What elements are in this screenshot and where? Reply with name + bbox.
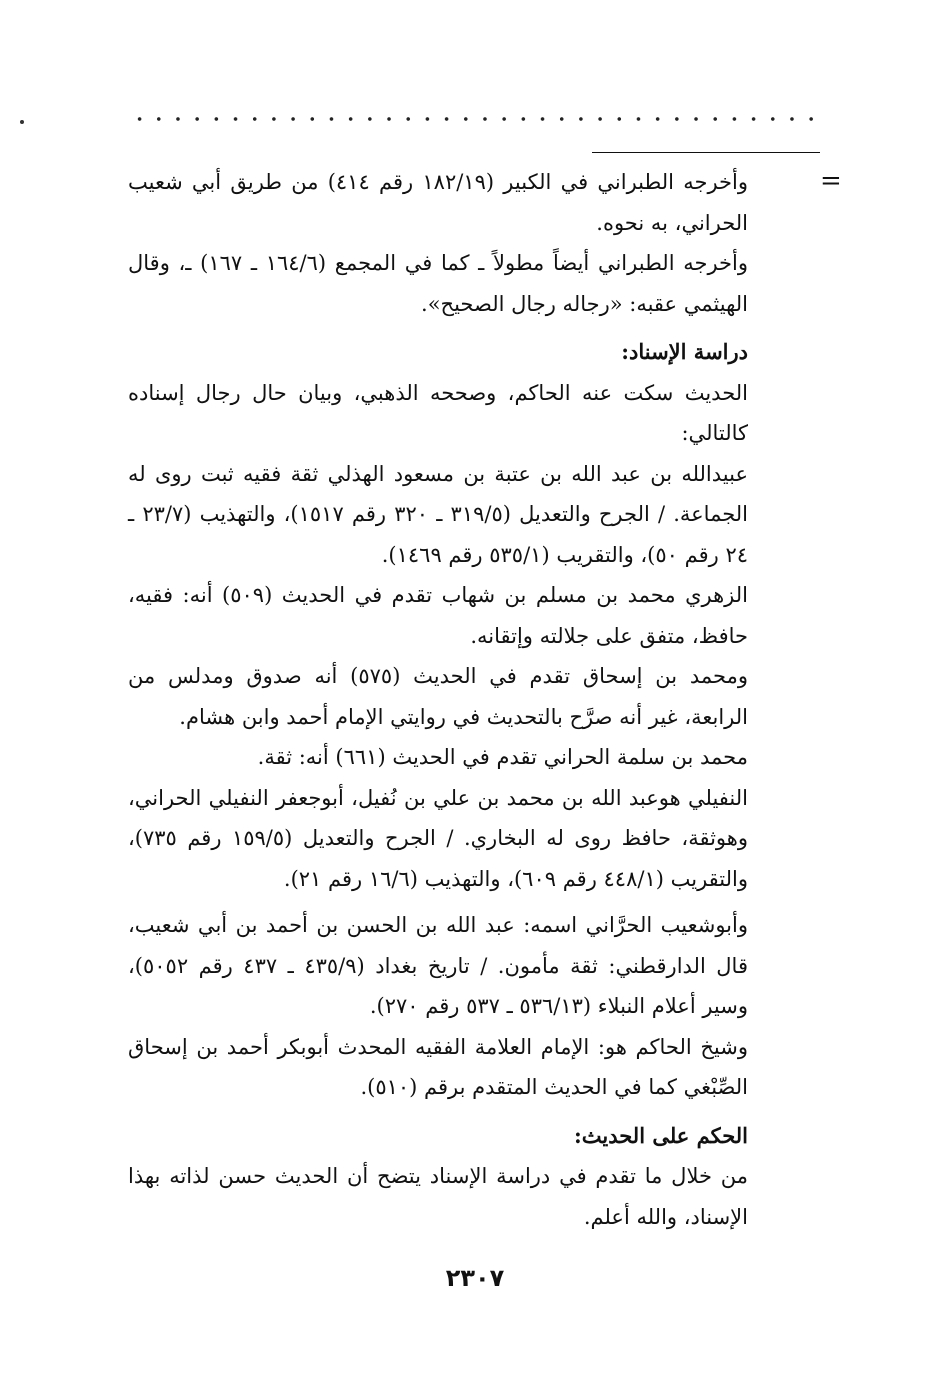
paragraph-ibn-ishaq: ومحمد بن إسحاق تقدم في الحديث (٥٧٥) أنه صدوق ومدلس من الرابعة، غير أنه صرَّح بالتحديث في روايتي الإمام أحمد وابن هشام. (128, 664, 748, 729)
paragraph-zuhri: الزهري محمد بن مسلم بن شهاب تقدم في الحديث (٥٠٩) أنه: فقيه، حافظ، متفق على جلالته وإتقانه. (128, 583, 749, 648)
heading-hadith-ruling: الحكم على الحديث: (574, 1122, 748, 1148)
paragraph-hakim-shaykh: وشيخ الحاكم هو: الإمام العلامة الفقيه المحدث أبوبكر أحمد بن إسحاق الصِّبْغي كما في الحديث المتقدم برقم (٥١٠). (128, 1034, 748, 1099)
paragraph-ruling: من خلال ما تقدم في دراسة الإسناد يتضح أن الحديث حسن لذاته بهذا الإسناد، والله أعلم. (128, 1164, 748, 1229)
margin-speck (20, 120, 24, 124)
paragraph-nufayli: النفيلي هوعبد الله بن محمد بن علي بن نُفيل، أبوجعفر النفيلي الحراني، وهوثقة، حافظ روى له البخاري. / الجرح والتعديل (١٥٩/٥ رقم ٧٣٥)، والتقريب (٤٤٨/١ رقم ٦٠٩)، والتهذيب (١٦/٦ رقم ٢١). (128, 785, 748, 891)
paragraph-muhammad-salama: محمد بن سلمة الحراني تقدم في الحديث (٦٦١) أنه: ثقة. (257, 745, 748, 769)
footnote-rule (592, 152, 820, 153)
paragraph-ubaydullah: عبيدالله بن عبد الله بن عتبة بن مسعود الهذلي ثقة فقيه ثبت روى له الجماعة. / الجرح والتعديل (٣١٩/٥ ـ ٣٢٠ رقم ١٥١٧)، والتهذيب (٢٣/٧ ـ ٢٤ رقم ٥٠)، والتقريب (٥٣٥/١ رقم ١٤٦٩). (128, 461, 748, 567)
paragraph-tabarani-majma: وأخرجه الطبراني أيضاً مطولاً ـ كما في المجمع (١٦٤/٦ ـ ١٦٧) ـ، وقال الهيثمي عقبه: «رجاله رجال الصحيح». (128, 251, 748, 316)
footnote-body (128, 162, 748, 1237)
heading-isnad-study: دراسة الإسناد: (621, 339, 748, 364)
paragraph-abu-shuayb: وأبوشعيب الحرَّاني اسمه: عبد الله بن الحسن بن أحمد بن أبي شعيب، قال الدارقطني: ثقة مأمون. / تاريخ بغداد (٤٣٥/٩ ـ ٤٣٧ رقم ٥٠٥٢)، وسير أعلام النبلاء (٥٣٦/١٣ ـ ٥٣٧ رقم ٢٧٠). (128, 913, 748, 1018)
paragraph-isnad-intro: الحديث سكت عنه الحاكم، وصححه الذهبي، وبيان حال رجال إسناده كالتالي: (128, 380, 748, 445)
paragraph-tabarani-kabir: وأخرجه الطبراني في الكبير (١٨٢/١٩ رقم ٤١٤) من طريق أبي شعيب الحراني، به نحوه. (128, 170, 748, 235)
continuation-mark: = (820, 166, 842, 196)
dotted-separator (130, 112, 818, 126)
page-number: ٢٣٠٧ (445, 1264, 505, 1292)
